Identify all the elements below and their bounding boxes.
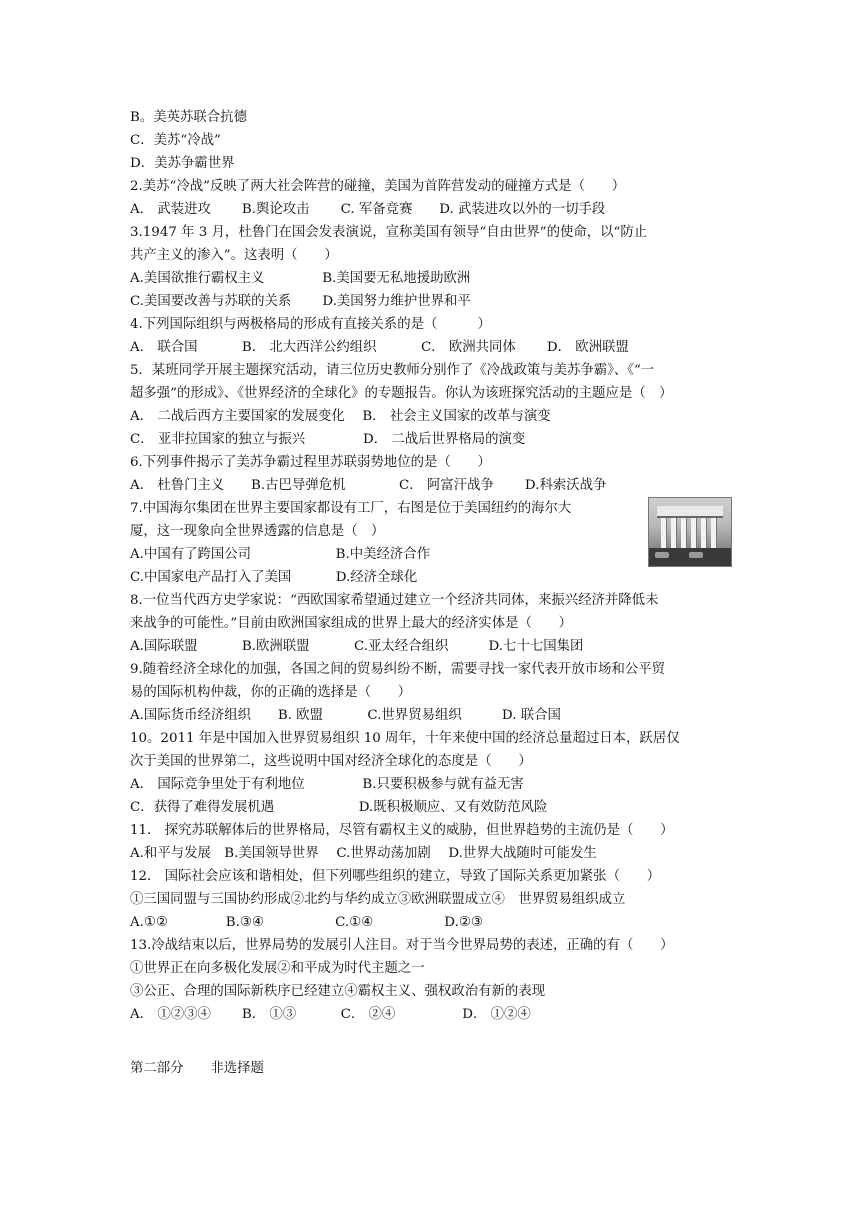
text-line: C． 亚非拉国家的独立与振兴 D． 二战后世界格局的演变 [130,432,526,447]
text-line: A． 二战后西方主要国家的发展变化 B． 社会主义国家的改革与演变 [130,409,551,424]
haier-building-photo-icon [648,497,732,567]
text-line: 8.一位当代西方史学家说：“西欧国家希望通过建立一个经济共同体，来振兴经济并降低未 [130,593,659,608]
text-line: ①三国同盟与三国协约形成②北约与华约成立③欧洲联盟成立④ 世界贸易组织成立 [130,892,626,907]
text-line: 9.随着经济全球化的加强，各国之间的贸易纠纷不断，需要寻找一家代表开放市场和公平贸 [130,662,666,677]
text-line: A． 杜鲁门主义 B.古巴导弹危机 C． 阿富汗战争 D.科索沃战争 [130,478,607,493]
text-line: C．获得了难得发展机遇 D.既积极顺应、又有效防范风险 [130,800,548,815]
text-line: ③公正、合理的国际新秩序已经建立④霸权主义、强权政治有新的表现 [130,984,546,999]
text-line: A.①② B.③④ C.①④ D.②③ [130,915,483,930]
text-line: 5．某班同学开展主题探究活动，请三位历史教师分别作了《冷战政策与美苏争霸》、《“一 [130,363,655,378]
text-line: 4.下列国际组织与两极格局的形成有直接关系的是（ ） [130,317,491,332]
text-line: A.国际货币经济组织 B. 欧盟 C.世界贸易组织 D. 联合国 [130,708,561,723]
text-line: C．美苏“冷战” [130,133,221,148]
text-line: 2.美苏“冷战”反映了两大社会阵营的碰撞，美国为首阵营发动的碰撞方式是（ ） [130,179,626,194]
text-line: B。美英苏联合抗德 [130,110,247,125]
text-line: A． 联合国 B． 北大西洋公约组织 C． 欧洲共同体 D． 欧洲联盟 [130,340,629,355]
text-line: D．美苏争霸世界 [130,156,235,171]
text-line: A． 武装进攻 B.舆论攻击 C. 军备竞赛 D. 武装进攻以外的一切手段 [130,202,606,217]
text-line: 12． 国际社会应该和谐相处，但下列哪些组织的建立，导致了国际关系更加紧张（ ） [130,869,661,884]
text-line: 易的国际机构仲裁，你的正确的选择是（ ） [130,685,412,700]
text-line: 11． 探究苏联解体后的世界格局，尽管有霸权主义的威胁，但世界趋势的主流仍是（ ） [130,823,674,838]
text-line: 超多强”的形成》、《世界经济的全球化》的专题报告。你认为该班探究活动的主题应是（ ） [130,386,673,401]
text-line: A.国际联盟 B.欧洲联盟 C.亚太经合组织 D.七十七国集团 [130,639,584,654]
text-line: ①世界正在向多极化发展②和平成为时代主题之一 [130,961,425,976]
section-title: 第二部分 非选择题 [130,1061,264,1076]
text-line: 厦，这一现象向全世界透露的信息是（ ） [130,524,385,539]
text-line: 10。2011 年是中国加入世界贸易组织 10 周年，十年来使中国的经济总量超过日本，跃居仅 [130,731,680,746]
text-line: 13.冷战结束以后，世界局势的发展引人注目。对于当今世界局势的表述，正确的有（ ） [130,938,674,953]
text-line: 次于美国的世界第二，这些说明中国对经济全球化的态度是（ ） [130,754,532,769]
text-line: 3.1947 年 3 月，杜鲁门在国会发表演说，宣称美国有领导“自由世界”的使命，以“防止 [130,225,648,240]
text-line: 来战争的可能性。”目前由欧洲国家组成的世界上最大的经济实体是（ ） [130,616,573,631]
text-line: 6.下列事件揭示了美苏争霸过程里苏联弱势地位的是（ ） [130,455,491,470]
text-line: A． ①②③④ B． ①③ C． ②④ D． ①②④ [130,1007,531,1022]
text-line: C.中国家电产品打入了美国 D.经济全球化 [130,570,418,585]
text-line: C.美国要改善与苏联的关系 D.美国努力维护世界和平 [130,294,471,309]
text-line: A． 国际竞争里处于有利地位 B.只要积极参与就有益无害 [130,777,524,792]
text-line: 共产主义的渗入”。这表明（ ） [130,248,338,263]
text-line: A.和平与发展 B.美国领导世界 C.世界动荡加剧 D.世界大战随时可能发生 [130,846,597,861]
text-line: A.中国有了跨国公司 B.中美经济合作 [130,547,431,562]
text-line: 7.中国海尔集团在世界主要国家都设有工厂，右图是位于美国纽约的海尔大 [130,501,572,516]
text-line: A.美国欲推行霸权主义 B.美国要无私地援助欧洲 [130,271,471,286]
